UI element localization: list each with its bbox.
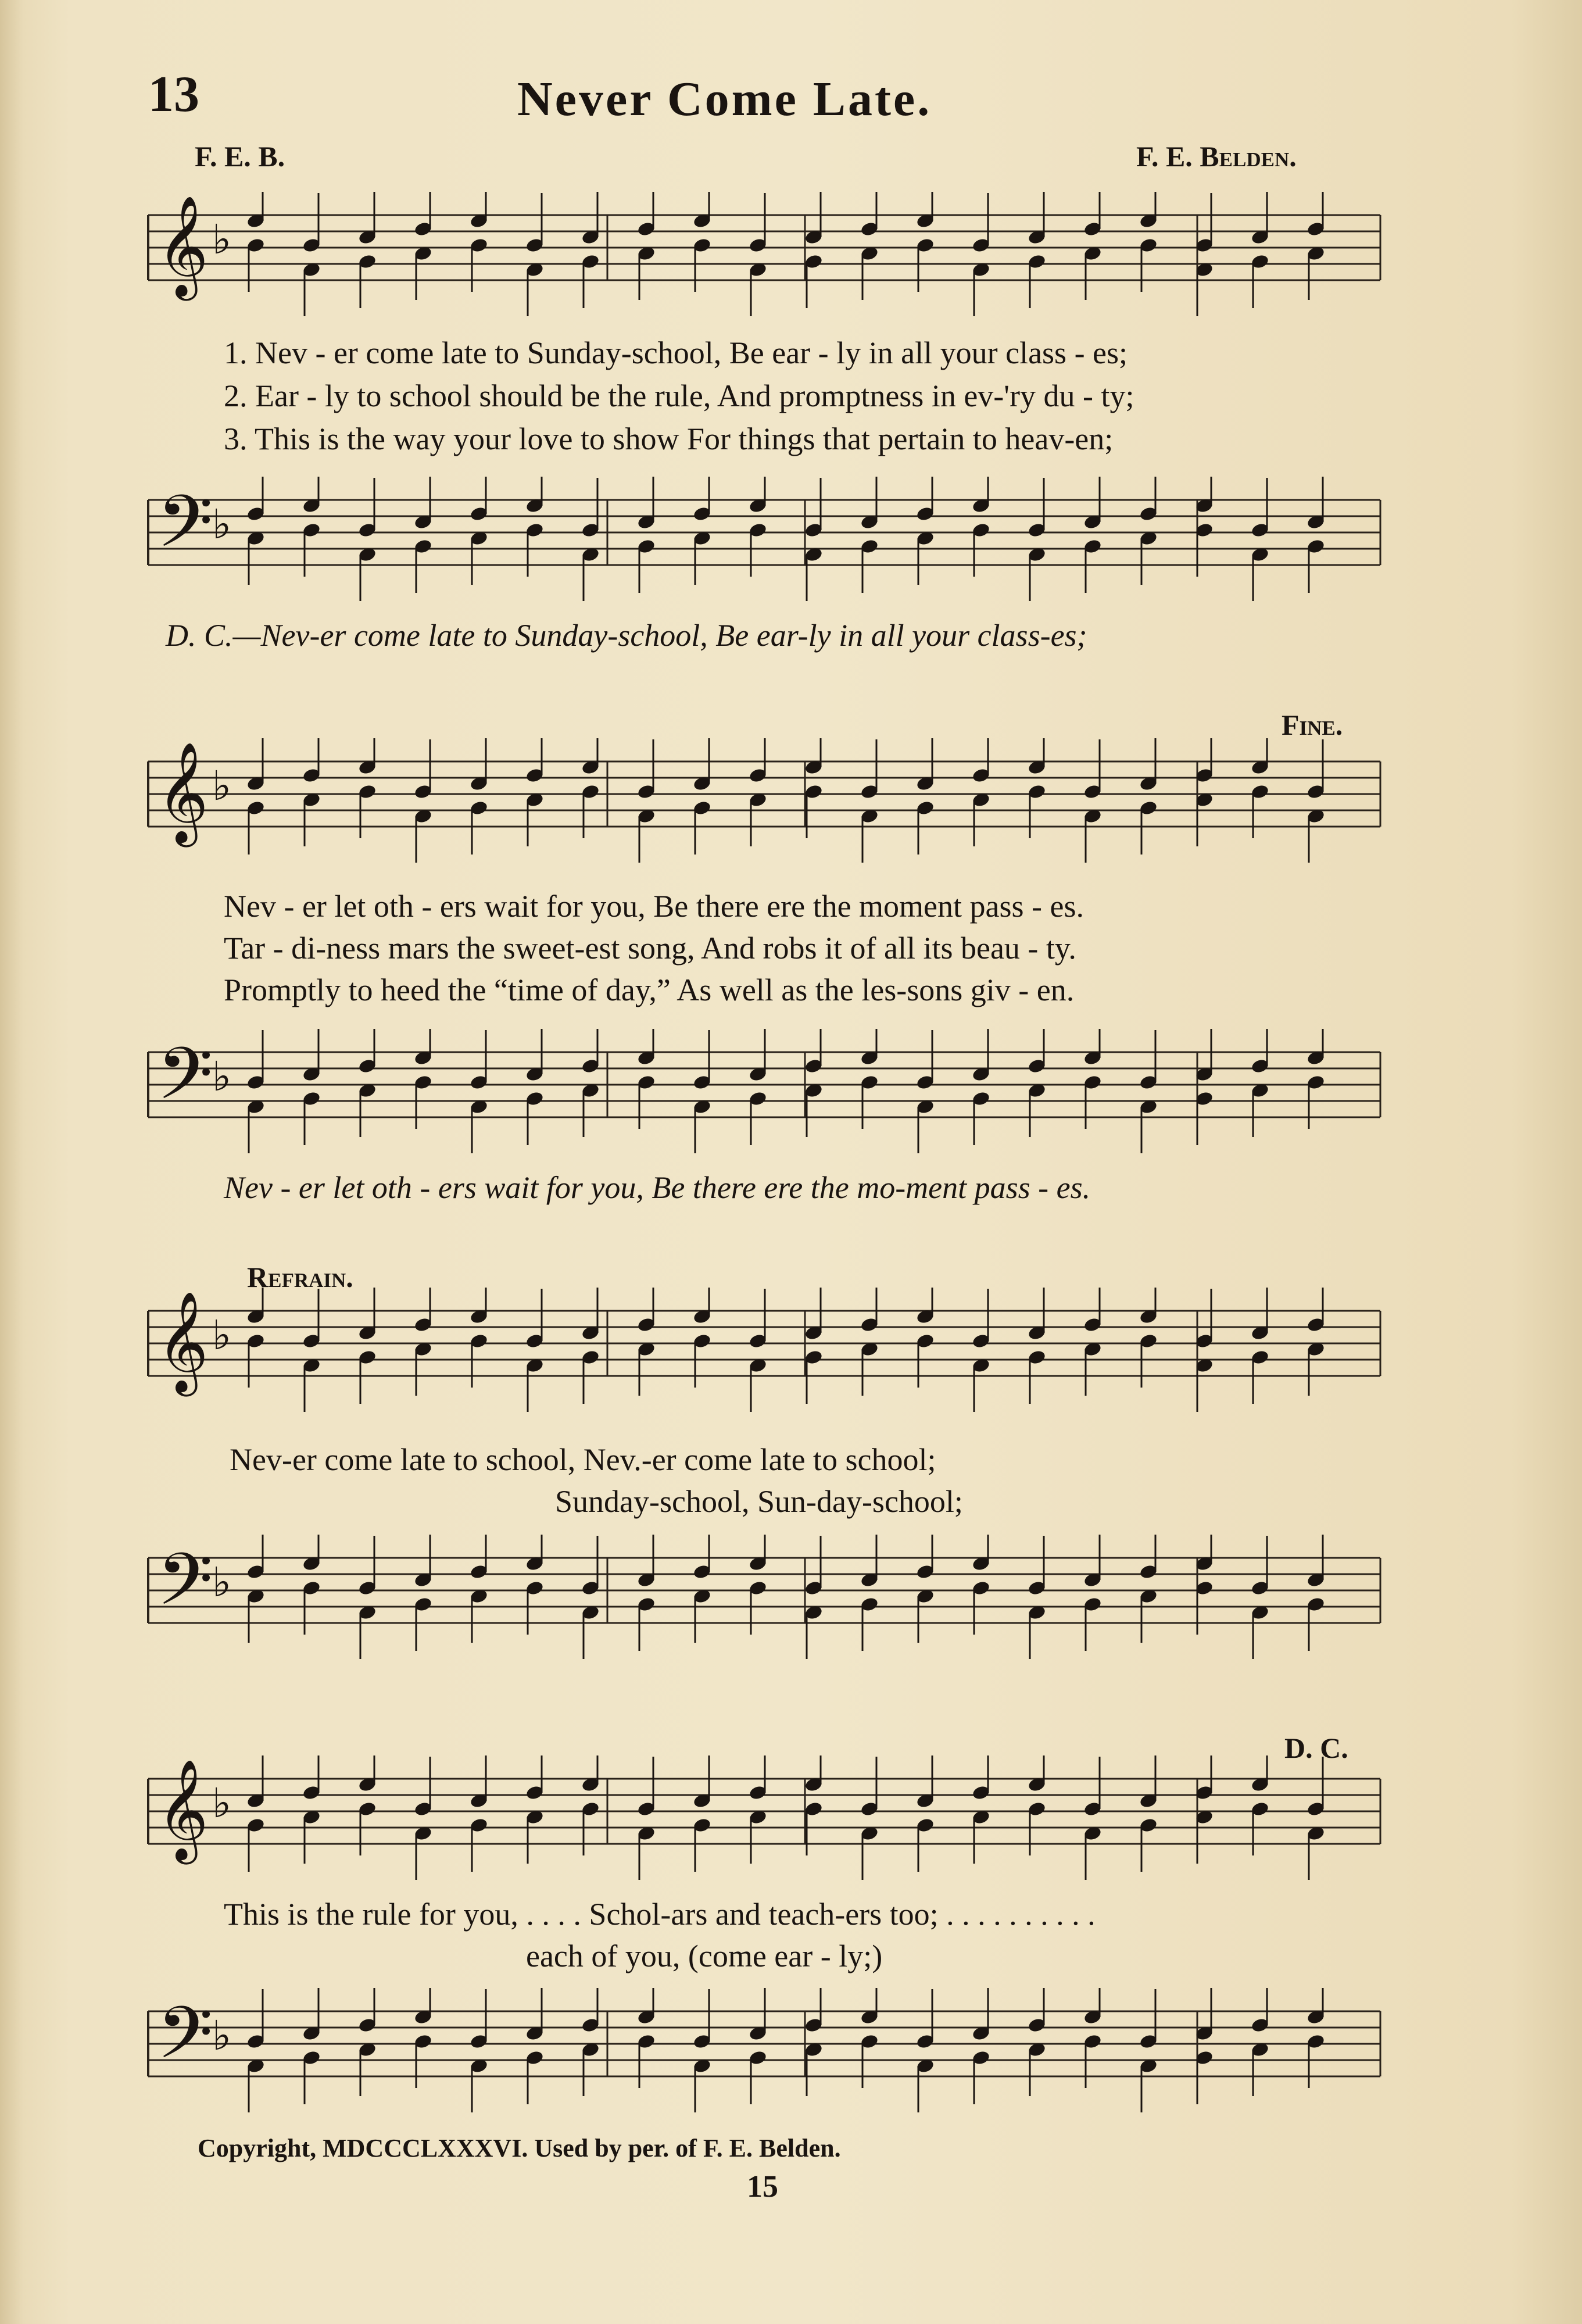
dc-mark: D. C. [1284, 1732, 1348, 1764]
svg-text:♭: ♭ [212, 2012, 232, 2060]
svg-text:𝄞: 𝄞 [157, 1759, 209, 1860]
lyricist-credit: F. E. B. [195, 140, 285, 173]
treble-staff-2 [0, 738, 1582, 889]
svg-text:𝄞: 𝄞 [157, 742, 209, 843]
bass-staff-4 [0, 1988, 1582, 2139]
bass-staff-3 [0, 1535, 1582, 1686]
treble-staff-3 [0, 1288, 1582, 1439]
svg-text:♭: ♭ [212, 216, 232, 263]
svg-text:♭: ♭ [212, 1558, 232, 1606]
verse-3-line: 3. This is the way your love to show For things that pertain to heav-en; [224, 421, 1114, 456]
page-footer-number: 15 [747, 2169, 778, 2204]
refrain-lyric-line-1: Nev-er come late to school, Nev.-er come late to school; [230, 1442, 936, 1477]
hymn-number: 13 [148, 66, 199, 123]
bass-staff-2 [0, 1029, 1582, 1180]
svg-text:𝄢: 𝄢 [157, 1538, 213, 1639]
svg-text:♭: ♭ [212, 1053, 232, 1100]
svg-text:𝄞: 𝄞 [157, 1291, 209, 1392]
svg-text:𝄢: 𝄢 [157, 1992, 213, 2093]
refrain-label: Refrain. [247, 1261, 353, 1293]
svg-text:♭: ♭ [212, 1311, 232, 1359]
dc-lyric-line: D. C.—Nev-er come late to Sunday-school, Be ear-ly in all your class-es; [166, 618, 1087, 653]
svg-text:𝄞: 𝄞 [157, 195, 209, 296]
hymn-title: Never Come Late. [517, 72, 932, 126]
verse-1-line: Nev - er let oth - ers wait for you, Be there ere the moment pass - es. [224, 889, 1084, 924]
treble-staff-4 [0, 1755, 1582, 1907]
fine-mark: Fine. [1282, 709, 1343, 741]
svg-text:♭: ♭ [212, 500, 232, 548]
composer-credit: F. E. Belden. [1136, 140, 1297, 173]
bass-staff-1 [0, 477, 1582, 628]
svg-text:♭: ♭ [212, 1779, 232, 1827]
verse-1-line: 1. Nev - er come late to Sunday-school, Be ear - ly in all your class - es; [224, 335, 1128, 370]
svg-text:𝄢: 𝄢 [157, 1032, 213, 1134]
lyric-line-1: This is the rule for you, . . . . Schol-ars and teach-ers too; . . . . . . . . . . [224, 1897, 1096, 1932]
svg-text:♭: ♭ [212, 762, 232, 810]
lyric-line-2: each of you, (come ear - ly;) [526, 1939, 883, 1973]
verse-3-line: Promptly to heed the “time of day,” As well as the les-sons giv - en. [224, 972, 1075, 1007]
refrain-lyric-line-2: Sunday-school, Sun-day-school; [555, 1484, 963, 1519]
verse-2-line: Tar - di-ness mars the sweet-est song, And robs it of all its beau - ty. [224, 931, 1076, 966]
copyright-notice: Copyright, MDCCCLXXXVI. Used by per. of F. E. Belden. [198, 2134, 841, 2162]
svg-text:𝄢: 𝄢 [157, 480, 213, 581]
treble-staff-1 [0, 192, 1582, 343]
italic-lyric-line: Nev - er let oth - ers wait for you, Be there ere the mo-ment pass - es. [224, 1170, 1091, 1205]
verse-2-line: 2. Ear - ly to school should be the rule, And promptness in ev-'ry du - ty; [224, 378, 1134, 413]
